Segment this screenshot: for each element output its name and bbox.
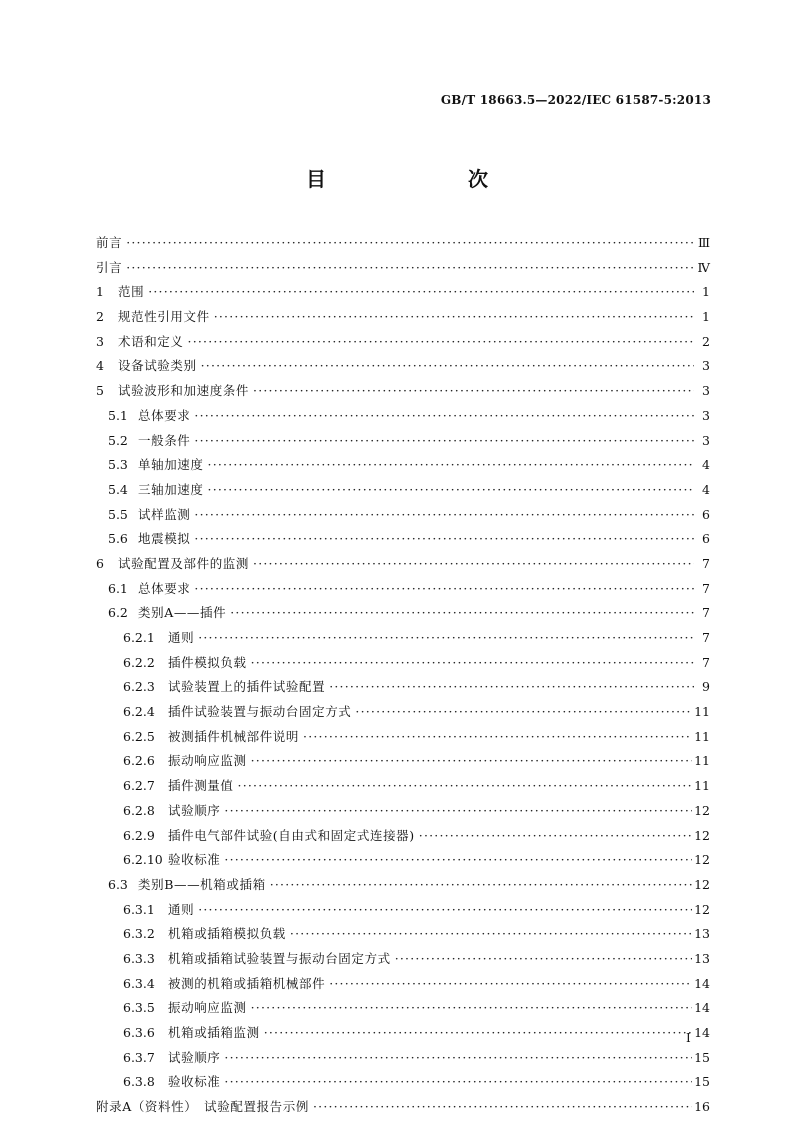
toc-entry-number: 5.6: [108, 531, 128, 547]
dot-leader: [313, 1096, 692, 1118]
toc-entry-title: 范围: [118, 284, 145, 300]
toc-entry-page: 14: [694, 1025, 710, 1040]
toc-entry-title: 三轴加速度: [138, 481, 204, 497]
toc-entry[interactable]: [96, 676, 710, 698]
dot-leader: [251, 997, 692, 1019]
toc-entry-title: 振动响应监测: [168, 753, 247, 769]
dot-leader: [395, 948, 692, 970]
toc-entry[interactable]: [96, 578, 710, 600]
dot-leader: [329, 973, 692, 995]
toc-entry-number: 6.3.2: [123, 926, 155, 942]
toc-entry-page: 4: [702, 457, 710, 473]
toc-entry-title: 引言: [96, 259, 123, 275]
toc-entry-page: 7: [702, 630, 710, 645]
toc-entry-number: 6.3.1: [123, 901, 155, 917]
toc-entry-number: 1: [96, 284, 104, 300]
dot-leader: [194, 504, 694, 526]
toc-entry-page: 13: [694, 926, 710, 942]
toc-entry-page: 6: [702, 506, 710, 522]
toc-entry-number: 6.2.10: [123, 852, 163, 868]
toc-entry[interactable]: [96, 430, 710, 452]
toc-entry-title: 插件测量值: [168, 778, 234, 794]
toc-entry-number: 6.2.3: [123, 679, 155, 695]
dot-leader: [194, 578, 694, 600]
toc-entry-page: 9: [702, 679, 710, 695]
toc-entry[interactable]: [96, 899, 710, 921]
toc-entry-number: 5.5: [108, 506, 128, 522]
toc-entry-page: 3: [702, 407, 710, 423]
toc-entry[interactable]: [96, 652, 710, 674]
dot-leader: [194, 528, 694, 550]
toc-entry-number: 6: [96, 555, 104, 571]
toc-entry-number: 5.4: [108, 481, 128, 497]
dot-leader: [355, 701, 692, 723]
toc-entry-title: 规范性引用文件: [118, 309, 210, 325]
toc-entry-page: Ⅳ: [697, 259, 710, 275]
toc-entry-page: 15: [694, 1074, 710, 1090]
toc-entry-title: 通则: [168, 901, 195, 917]
toc-entry-number: 6.2.2: [123, 654, 155, 670]
toc-entry-page: 1: [702, 284, 710, 300]
toc-entry-title: 附录A（资料性） 试验配置报告示例: [96, 1099, 309, 1115]
dot-leader: [253, 553, 694, 575]
dot-leader: [194, 405, 694, 427]
toc-entry-number: 6.3.4: [123, 975, 155, 991]
dot-leader: [224, 800, 692, 822]
toc-entry-number: 5.2: [108, 432, 128, 448]
toc-entry-page: 12: [694, 876, 710, 892]
toc-entry[interactable]: [96, 306, 710, 328]
dot-leader: [419, 825, 692, 847]
toc-entry-number: 5: [96, 383, 104, 399]
toc-entry-number: 6.3: [108, 876, 128, 892]
toc-entry[interactable]: [96, 627, 710, 649]
toc-entry[interactable]: [96, 948, 710, 970]
toc-entry-title: 术语和定义: [118, 333, 184, 349]
toc-entry-page: 15: [694, 1049, 710, 1065]
toc-entry-title: 试验顺序: [168, 1049, 221, 1065]
toc-entry[interactable]: [96, 726, 710, 748]
toc-entry[interactable]: [96, 355, 710, 377]
dot-leader: [290, 923, 692, 945]
toc-entry-number: 6.1: [108, 580, 128, 596]
toc-entry-number: 6.2.9: [123, 827, 155, 843]
toc-entry-number: 6.2.1: [123, 630, 155, 645]
toc-entry-title: 总体要求: [138, 407, 191, 423]
page-number: I: [686, 1031, 691, 1045]
toc-entry-title: 试验顺序: [168, 802, 221, 818]
toc-entry-title: 总体要求: [138, 580, 191, 596]
dot-leader: [270, 874, 692, 896]
toc-entry-page: 7: [702, 605, 710, 621]
dot-leader: [198, 627, 694, 649]
toc-entry-title: 被测的机箱或插箱机械部件: [168, 975, 326, 991]
toc-entry[interactable]: [96, 750, 710, 772]
toc-entry-title: 机箱或插箱模拟负载: [168, 926, 286, 942]
toc-entry-number: 6.2: [108, 605, 128, 621]
toc-entry-page: 12: [694, 802, 710, 818]
dot-leader: [208, 454, 694, 476]
toc-entry-number: 6.3.8: [123, 1074, 155, 1090]
toc-entry-title: 插件电气部件试验(自由式和固定式连接器): [168, 827, 415, 843]
page-title: 目 次: [306, 167, 522, 191]
toc-entry-number: 3: [96, 333, 104, 349]
dot-leader: [238, 775, 693, 797]
toc-entry-title: 前言: [96, 235, 123, 250]
dot-leader: [251, 750, 692, 772]
toc-entry-page: 13: [694, 950, 710, 966]
toc-entry[interactable]: [96, 553, 710, 575]
toc-entry-number: 6.2.6: [123, 753, 155, 769]
toc-entry-title: 振动响应监测: [168, 1000, 247, 1016]
toc-entry-page: 11: [694, 753, 710, 769]
toc-entry-page: 12: [694, 827, 710, 843]
toc-entry[interactable]: [96, 380, 710, 402]
toc-entry-title: 地震模拟: [138, 531, 191, 547]
toc-entry-title: 试验波形和加速度条件: [118, 383, 250, 399]
toc-entry-title: 被测插件机械部件说明: [168, 728, 300, 744]
toc-entry[interactable]: [96, 775, 710, 797]
toc-entry-number: 6.3.6: [123, 1025, 155, 1040]
toc-entry-number: 5.1: [108, 407, 128, 423]
toc-entry-page: 7: [702, 580, 710, 596]
toc-entry-title: 验收标准: [168, 1074, 221, 1090]
toc-entry[interactable]: [96, 701, 710, 723]
toc-entry[interactable]: [96, 973, 710, 995]
dot-leader: [194, 430, 694, 452]
toc-entry-page: 2: [702, 333, 710, 349]
toc-entry[interactable]: [96, 800, 710, 822]
toc-entry[interactable]: [96, 257, 710, 279]
toc-entry[interactable]: [96, 281, 710, 303]
dot-leader: [201, 355, 694, 377]
toc-entry[interactable]: [96, 1022, 710, 1044]
toc-entry-title: 类别B——机箱或插箱: [138, 876, 266, 892]
toc-entry[interactable]: [96, 1096, 710, 1118]
toc-entry-title: 试验配置及部件的监测: [118, 555, 250, 571]
toc-entry-title: 机箱或插箱监测: [168, 1025, 260, 1040]
toc-entry-number: 4: [96, 358, 104, 374]
toc-entry-title: 试验装置上的插件试验配置: [168, 679, 326, 695]
toc-entry[interactable]: [96, 331, 710, 353]
toc-entry[interactable]: [96, 528, 710, 550]
toc-entry-title: 试样监测: [138, 506, 191, 522]
toc-entry-page: 11: [694, 704, 710, 720]
toc-entry-title: 单轴加速度: [138, 457, 204, 473]
dot-leader: [251, 652, 694, 674]
toc-entry[interactable]: [96, 997, 710, 1019]
dot-leader: [198, 899, 692, 921]
table-of-contents: [96, 232, 710, 1118]
dot-leader: [148, 281, 694, 303]
toc-entry-title: 机箱或插箱试验装置与振动台固定方式: [168, 950, 391, 966]
toc-entry-page: 4: [702, 481, 710, 497]
toc-entry-number: 2: [96, 309, 104, 325]
toc-entry-number: 5.3: [108, 457, 128, 473]
toc-entry-title: 一般条件: [138, 432, 191, 448]
toc-entry-page: 12: [694, 901, 710, 917]
dot-leader: [126, 257, 694, 279]
dot-leader: [264, 1022, 692, 1044]
toc-entry-page: 12: [694, 852, 710, 868]
dot-leader: [230, 602, 694, 624]
toc-entry-title: 设备试验类别: [118, 358, 197, 374]
toc-entry[interactable]: [96, 454, 710, 476]
dot-leader: [329, 676, 694, 698]
toc-entry[interactable]: [96, 602, 710, 624]
toc-entry-page: 6: [702, 531, 710, 547]
toc-entry-page: 1: [702, 309, 710, 325]
toc-entry-page: 7: [702, 555, 710, 571]
dot-leader: [126, 232, 694, 254]
dot-leader: [208, 479, 694, 501]
toc-entry-page: 3: [702, 432, 710, 448]
dot-leader: [188, 331, 694, 353]
toc-entry-number: 6.2.5: [123, 728, 155, 744]
toc-entry[interactable]: [96, 405, 710, 427]
toc-entry-number: 6.3.3: [123, 950, 155, 966]
toc-entry-page: 3: [702, 358, 710, 374]
dot-leader: [224, 1047, 692, 1069]
toc-entry[interactable]: [96, 504, 710, 526]
toc-entry-number: 6.2.4: [123, 704, 155, 720]
toc-entry[interactable]: [96, 479, 710, 501]
dot-leader: [224, 1071, 692, 1093]
toc-entry-page: 11: [694, 728, 710, 744]
toc-entry-number: 6.3.7: [123, 1049, 155, 1065]
toc-entry-title: 类别A——插件: [138, 605, 227, 621]
toc-entry-page: 14: [694, 975, 710, 991]
toc-entry[interactable]: [96, 1071, 710, 1093]
toc-entry-page: 7: [702, 654, 710, 670]
toc-entry-title: 插件试验装置与振动台固定方式: [168, 704, 352, 720]
toc-entry-number: 6.2.7: [123, 778, 155, 794]
dot-leader: [303, 726, 692, 748]
toc-entry[interactable]: [96, 1047, 710, 1069]
toc-entry[interactable]: [96, 825, 710, 847]
dot-leader: [214, 306, 694, 328]
standard-code: GB/T 18663.5—2022/IEC 61587-5:2013: [440, 93, 711, 107]
toc-entry[interactable]: [96, 849, 710, 871]
toc-entry-number: 6.3.5: [123, 1000, 155, 1016]
dot-leader: [224, 849, 692, 871]
toc-entry-title: 验收标准: [168, 852, 221, 868]
toc-entry-page: 16: [694, 1099, 710, 1115]
dot-leader: [253, 380, 694, 402]
toc-entry-title: 插件模拟负载: [168, 654, 247, 670]
toc-entry-page: Ⅲ: [697, 235, 710, 250]
toc-entry[interactable]: [96, 874, 710, 896]
toc-entry-page: 3: [702, 383, 710, 399]
toc-entry-page: 14: [694, 1000, 710, 1016]
toc-entry[interactable]: [96, 232, 710, 254]
toc-entry-page: 11: [694, 778, 710, 794]
toc-entry[interactable]: [96, 923, 710, 945]
toc-entry-title: 通则: [168, 630, 195, 645]
toc-entry-number: 6.2.8: [123, 802, 155, 818]
